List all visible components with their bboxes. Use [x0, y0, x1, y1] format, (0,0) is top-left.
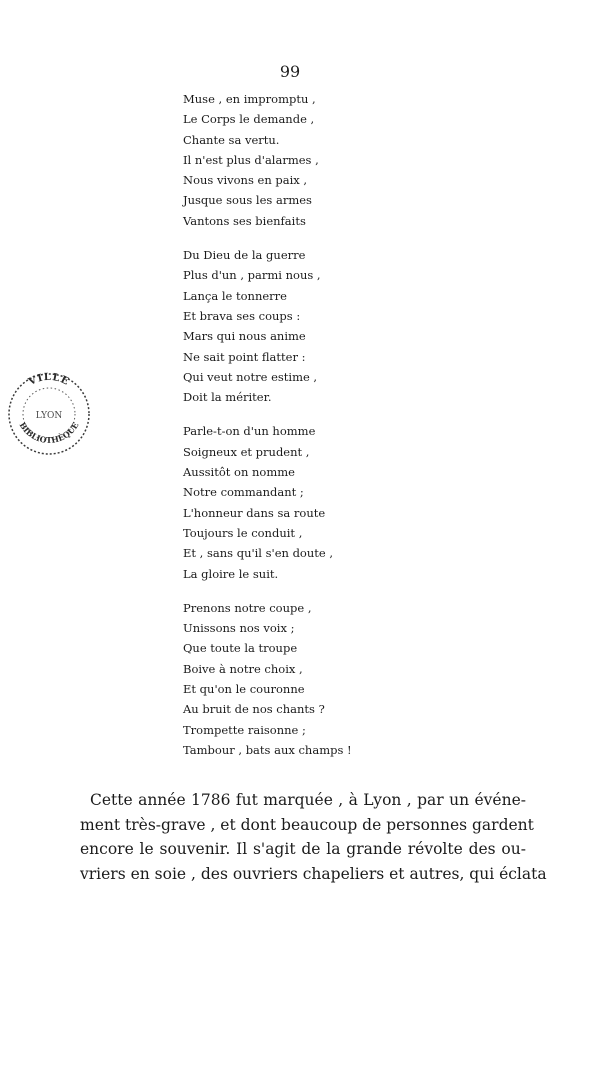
verse-line: Du Dieu de la guerre	[183, 248, 306, 263]
verse-line: Que toute la troupe	[183, 641, 298, 656]
prose-paragraph	[80, 788, 547, 886]
prose-line: ment très-grave , et dont beaucoup de personnes gardent	[80, 815, 534, 834]
verse-line: Doit la mériter.	[183, 390, 272, 405]
verse-line: Parle-t-on d'un homme	[183, 424, 316, 439]
verse-line: Et qu'on le couronne	[183, 682, 305, 697]
verse-line: La gloire le suit.	[183, 566, 279, 581]
poem	[183, 89, 443, 774]
verse-line: Ne sait point flatter :	[183, 349, 306, 364]
verse-line: Il n'est plus d'alarmes ,	[183, 152, 319, 167]
verse-line: Et brava ses coups :	[183, 308, 301, 323]
prose-line: vriers en soie , des ouvriers chapeliers et autres, qui éclata	[80, 864, 547, 883]
verse-line: Qui veut notre estime ,	[183, 369, 318, 384]
verse-line: Boive à notre choix ,	[183, 661, 303, 676]
verse-line: Et , sans qu'il s'en doute ,	[183, 546, 334, 561]
poem-stanza	[183, 89, 443, 231]
verse-line: Plus d'un , parmi nous ,	[183, 268, 321, 283]
poem-stanza	[183, 421, 443, 583]
verse-line: L'honneur dans sa route	[183, 505, 326, 520]
svg-text:BIBLIOTHÈQUE	[18, 420, 81, 445]
verse-line: Prenons notre coupe ,	[183, 600, 312, 615]
svg-text:VILLE	[26, 372, 71, 388]
verse-line: Mars qui nous anime	[183, 329, 306, 344]
verse-line: Nous vivons en paix ,	[183, 173, 308, 188]
verse-line: Chante sa vertu.	[183, 132, 280, 147]
verse-line: Tambour , bats aux champs !	[183, 742, 352, 757]
stamp-text-inner: LYON	[35, 411, 63, 421]
verse-line: Au bruit de nos chants ?	[183, 702, 325, 717]
verse-line: Jusque sous les armes	[183, 193, 312, 208]
stamp-text-bottom: BIBLIOTHÈQUE	[17, 420, 81, 445]
stamp-text-top: VILLE	[26, 371, 72, 388]
poem-stanza	[183, 245, 443, 407]
verse-line: Toujours le conduit ,	[183, 525, 303, 540]
verse-line: Le Corps le demande ,	[183, 112, 315, 127]
prose-line: encore le souvenir. Il s'agit de la grande révolte des ou-	[80, 840, 526, 858]
verse-line: Vantons ses bienfaits	[183, 213, 306, 228]
verse-line: Notre commandant ;	[183, 485, 304, 500]
verse-line: Lança le tonnerre	[183, 288, 287, 303]
verse-line: Aussitôt on nomme	[183, 465, 295, 480]
prose-line: Cette année 1786 fut marquée , à Lyon , par un événe-	[90, 791, 526, 809]
library-stamp	[3, 368, 95, 460]
stamp-seal-icon	[3, 368, 95, 460]
verse-line: Muse , en impromptu ,	[183, 92, 316, 106]
verse-line: Soigneux et prudent ,	[183, 444, 310, 459]
verse-line: Trompette raisonne ;	[183, 722, 306, 737]
poem-stanza	[183, 598, 443, 760]
page-number: 99	[279, 62, 301, 81]
verse-line: Unissons nos voix ;	[183, 621, 295, 636]
